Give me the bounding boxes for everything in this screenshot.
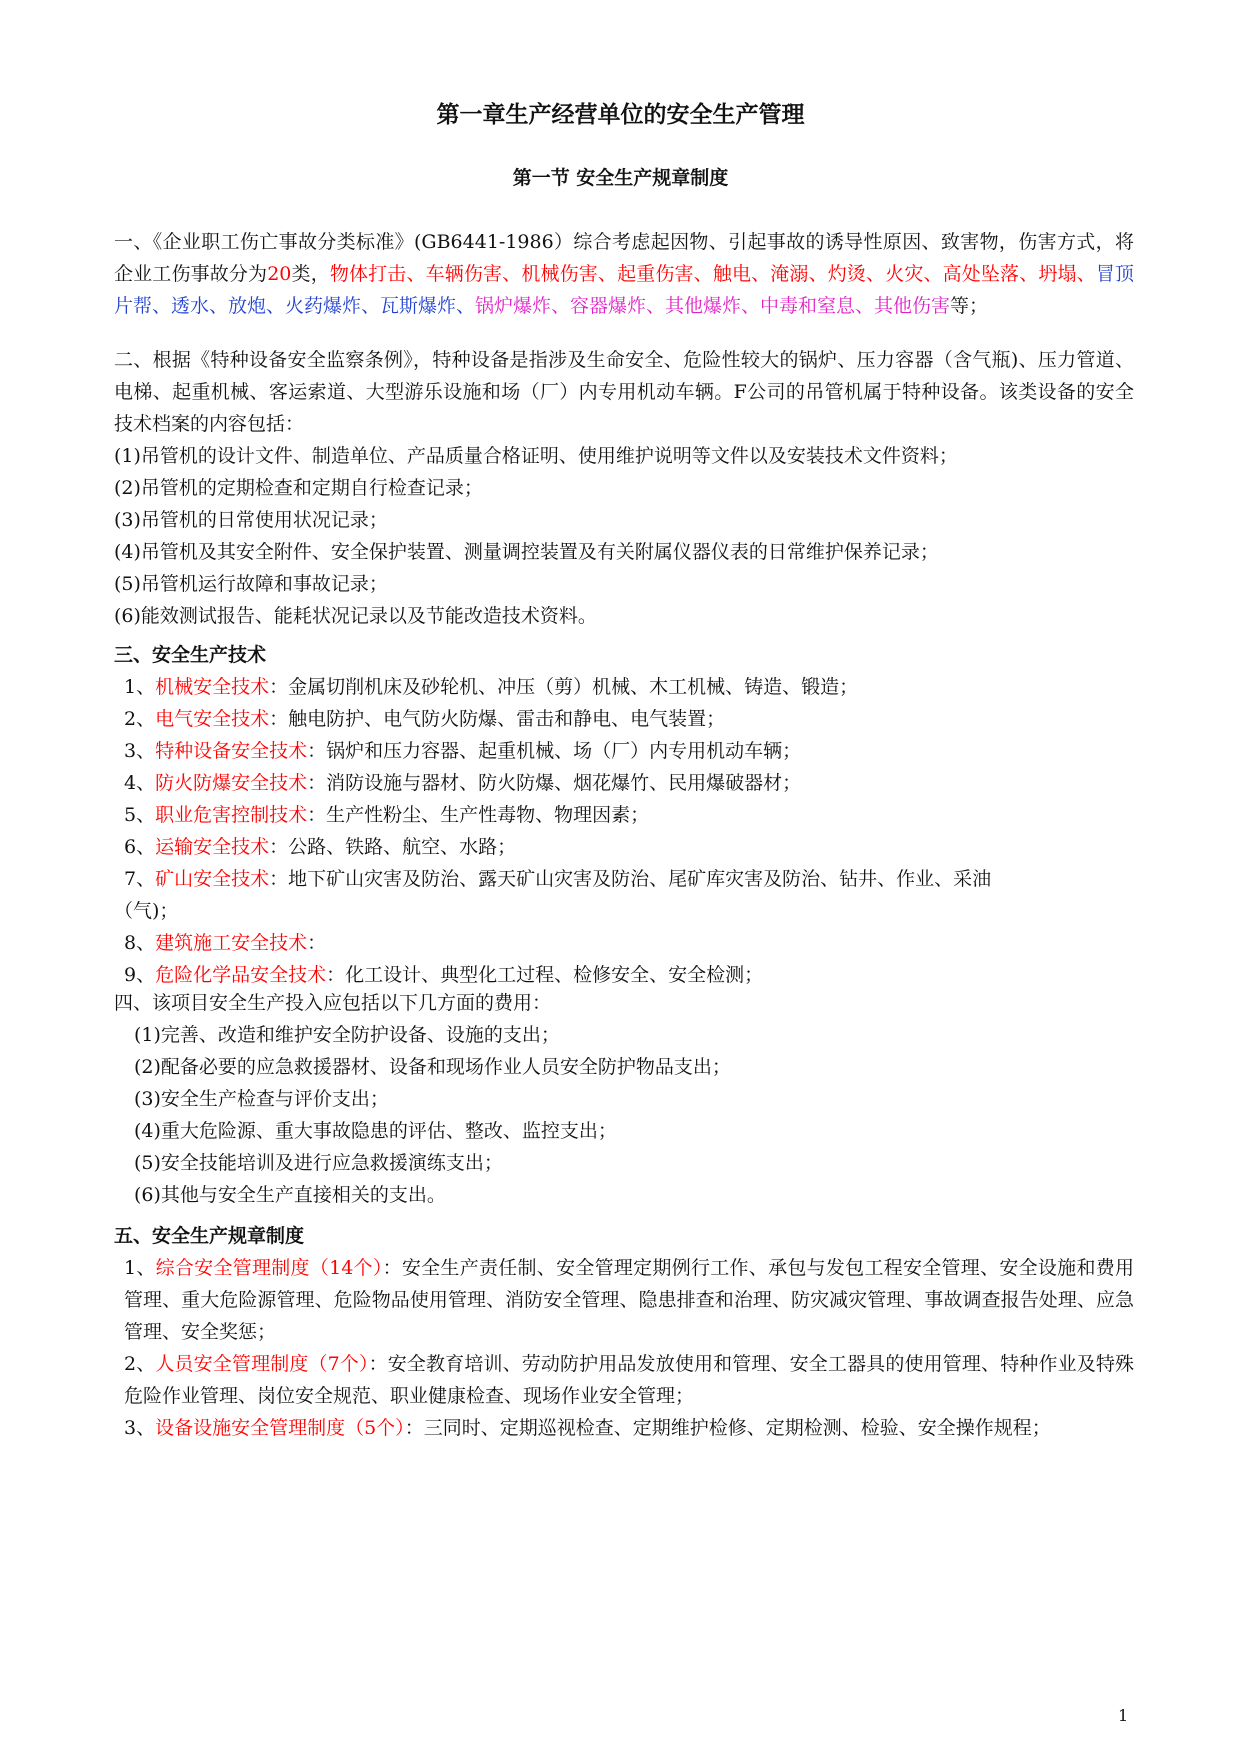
item-text: ：金属切削机床及砂轮机、冲压（剪）机械、木工机械、铸造、锻造；	[269, 676, 859, 698]
archive-item: (6)能效测试报告、能耗状况记录以及节能改造技术资料。	[114, 605, 597, 627]
item-text: ：公路、铁路、航空、水路；	[269, 836, 517, 858]
technology-item	[114, 927, 1134, 959]
classification-text-run: 20	[267, 263, 292, 285]
regulation-item	[114, 1348, 1134, 1412]
item-label: 建筑施工安全技术	[155, 932, 308, 954]
item-continuation: （气)；	[114, 900, 179, 922]
investment-item: (6)其他与安全生产直接相关的支出。	[134, 1184, 446, 1206]
item-label: 电气安全技术	[155, 708, 270, 730]
item-number: 9、	[124, 964, 156, 986]
item-text: ：触电防护、电气防火防爆、雷击和静电、电气装置；	[269, 708, 726, 730]
archive-item: (3)吊管机的日常使用状况记录；	[114, 509, 388, 531]
archive-item: (1)吊管机的设计文件、制造单位、产品质量合格证明、使用维护说明等文件以及安装技术文件资料；	[114, 445, 958, 467]
item-number: 7、	[124, 868, 156, 890]
item-label: 特种设备安全技术	[155, 740, 308, 762]
item-number: 5、	[124, 804, 156, 826]
item-text: ：生产性粉尘、生产性毒物、物理因素；	[307, 804, 650, 826]
investment-item: (3)安全生产检查与评价支出；	[134, 1088, 389, 1110]
item-text: ：锅炉和压力容器、起重机械、场（厂）内专用机动车辆；	[307, 740, 802, 762]
section3-block	[114, 639, 1134, 991]
technology-item	[114, 735, 1134, 767]
investment-item: (1)完善、改造和维护安全防护设备、设施的支出；	[134, 1024, 560, 1046]
item-number: 4、	[124, 772, 156, 794]
section2-block	[114, 344, 1134, 632]
technology-item	[114, 671, 1134, 703]
item-number: 3、	[124, 740, 156, 762]
item-number: 6、	[124, 836, 156, 858]
item-text: ：化工设计、典型化工过程、检修安全、安全检测；	[326, 964, 764, 986]
accident-classification-paragraph	[114, 226, 1134, 322]
investment-item: (5)安全技能培训及进行应急救援演练支出；	[134, 1152, 503, 1174]
regulation-item	[114, 1412, 1134, 1444]
item-number: 1、	[124, 676, 156, 698]
classification-text-run: 一、《企业职工伤亡事故分类标准》(GB6441-1986）综合考虑起因物、引起事故的诱导性原因、致害物，伤害方式，将企业工伤事故分为	[114, 231, 1134, 285]
section1-block	[114, 226, 1134, 322]
item-text: ：安全生产责任制、安全管理定期例行工作、承包与发包工程安全管理、安全设施和费用管理、重大危险源管理、危险物品使用管理、消防安全管理、隐患排查和治理、防灾减灾管理、事故调查报告处理、应急管理、安全奖惩；	[124, 1257, 1134, 1343]
item-number: 8、	[124, 932, 156, 954]
item-label: 防火防爆安全技术	[155, 772, 308, 794]
classification-text-run: 类，	[291, 263, 330, 285]
item-label: 危险化学品安全技术	[155, 964, 327, 986]
item-number: 3、	[124, 1417, 156, 1439]
item-number: 1、	[124, 1257, 156, 1279]
regulation-item	[114, 1252, 1134, 1348]
archive-item: (4)吊管机及其安全附件、安全保护装置、测量调控装置及有关附属仪器仪表的日常维护保养记录；	[114, 541, 939, 563]
technology-item	[114, 767, 1134, 799]
regulation-list	[114, 1252, 1134, 1444]
item-text: ：消防设施与器材、防火防爆、烟花爆竹、民用爆破器材；	[307, 772, 802, 794]
investment-items-list	[114, 1019, 1134, 1211]
classification-text-run: 物体打击、车辆伤害、机械伤害、起重伤害、触电、淹溺、灼烫、火灾、高处坠落、坍塌、	[329, 263, 1096, 285]
archive-item: (2)吊管机的定期检查和定期自行检查记录；	[114, 477, 483, 499]
chapter-title: 第一章生产经营单位的安全生产管理	[436, 101, 805, 128]
archive-items-list	[114, 440, 1134, 632]
section5-heading: 五、安全生产规章制度	[114, 1225, 305, 1247]
item-label: 矿山安全技术	[155, 868, 270, 890]
item-label: 人员安全管理制度（7个）	[155, 1353, 369, 1375]
classification-text-run: 冒顶片帮、透水、放炮、火药爆炸、瓦斯爆炸、	[114, 263, 1134, 317]
technology-item	[114, 831, 1134, 863]
item-text: ：	[307, 932, 327, 954]
item-label: 职业危害控制技术	[155, 804, 308, 826]
item-number: 2、	[124, 708, 156, 730]
section5-block	[114, 1220, 1134, 1444]
item-text: ：地下矿山灾害及防治、露天矿山灾害及防治、尾矿库灾害及防治、钻井、作业、采油	[269, 868, 992, 890]
item-text: ：安全教育培训、劳动防护用品发放使用和管理、安全工器具的使用管理、特种作业及特殊危险作业管理、岗位安全规范、职业健康检查、现场作业安全管理；	[124, 1353, 1134, 1407]
item-number: 2、	[124, 1353, 156, 1375]
item-label: 设备设施安全管理制度（5个）	[155, 1417, 405, 1439]
safety-technology-list	[114, 671, 1134, 991]
item-label: 综合安全管理制度（14个）	[155, 1257, 383, 1279]
classification-text-run: 锅炉爆炸、容器爆炸、其他爆炸、中毒和窒息、其他伤害	[475, 295, 951, 317]
classification-text-run: 等；	[950, 295, 989, 317]
special-equipment-intro: 二、根据《特种设备安全监察条例》，特种设备是指涉及生命安全、危险性较大的锅炉、压力容器（含气瓶)、压力管道、电梯、起重机械、客运索道、大型游乐设施和场（厂）内专用机动车辆。F公司的吊管机属于特种设备。该类设备的安全技术档案的内容包括：	[114, 349, 1134, 435]
technology-item	[114, 799, 1134, 831]
archive-item: (5)吊管机运行故障和事故记录；	[114, 573, 388, 595]
item-label: 机械安全技术	[155, 676, 270, 698]
section-title: 第一节 安全生产规章制度	[512, 167, 729, 189]
technology-item	[114, 863, 1134, 895]
section4-block	[114, 987, 1134, 1211]
investment-item: (4)重大危险源、重大事故隐患的评估、整改、监控支出；	[134, 1120, 617, 1142]
item-label: 运输安全技术	[155, 836, 270, 858]
technology-item	[114, 703, 1134, 735]
investment-item: (2)配备必要的应急救援器材、设备和现场作业人员安全防护物品支出；	[134, 1056, 731, 1078]
investment-intro: 四、该项目安全生产投入应包括以下几方面的费用：	[114, 992, 552, 1014]
section3-heading: 三、安全生产技术	[114, 644, 267, 666]
page-number: 1	[1118, 1706, 1129, 1725]
item-text: ：三同时、定期巡视检查、定期维护检修、定期检测、检验、安全操作规程；	[404, 1417, 1051, 1439]
